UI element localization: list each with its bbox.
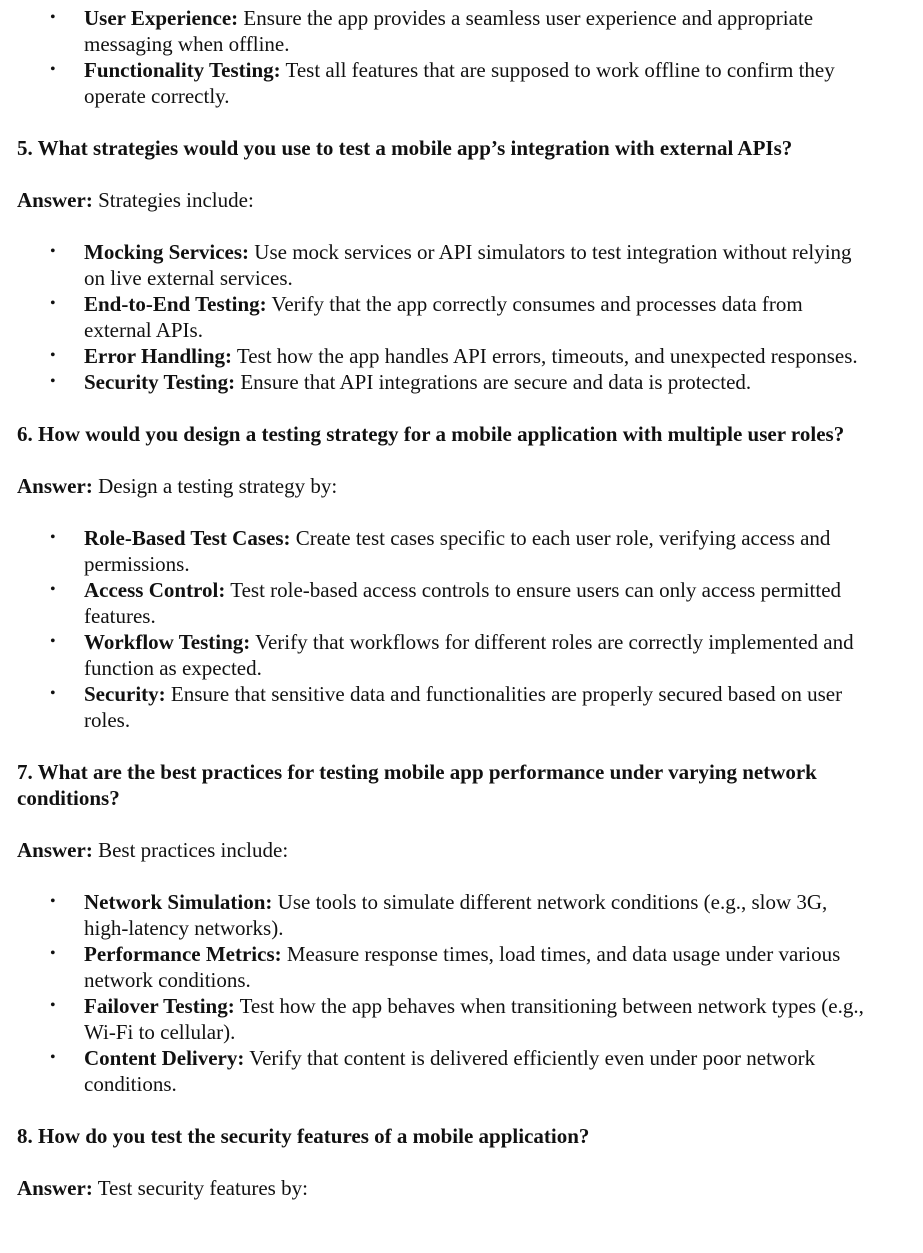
question-section-7	[0, 759, 923, 1123]
list-item	[0, 941, 923, 993]
bullet-list	[0, 889, 923, 1097]
answer-intro	[0, 187, 923, 213]
bullet-list	[0, 239, 923, 395]
bullet-text: Create test cases specific to each user role, verifying access and permissions.	[84, 526, 831, 576]
list-item	[0, 993, 923, 1045]
bullet-term: End-to-End Testing:	[84, 292, 267, 316]
list-item	[0, 577, 923, 629]
bullet-icon: •	[50, 243, 56, 260]
list-item	[0, 291, 923, 343]
bullet-text: Use mock services or API simulators to test integration without relying on live external services.	[84, 240, 852, 290]
document-page	[0, 5, 923, 1201]
bullet-term: Mocking Services:	[84, 240, 250, 264]
list-item	[0, 343, 923, 369]
list-item	[0, 681, 923, 733]
answer-label: Answer:	[17, 474, 93, 498]
bullet-icon: •	[50, 295, 56, 312]
bullet-icon: •	[50, 685, 56, 702]
bullet-term: Network Simulation:	[84, 890, 273, 914]
bullet-icon: •	[50, 581, 56, 598]
list-item	[0, 57, 923, 109]
answer-intro	[0, 1175, 923, 1201]
bullet-icon: •	[50, 347, 56, 364]
bullet-text: Verify that the app correctly consumes and processes data from external APIs.	[84, 292, 803, 342]
bullet-icon: •	[50, 893, 56, 910]
bullet-term: Failover Testing:	[84, 994, 235, 1018]
question-section-8	[0, 1123, 923, 1201]
question-section-6	[0, 421, 923, 759]
question-heading: 7. What are the best practices for testing mobile app performance under varying network conditions?	[17, 760, 817, 810]
bullet-text: Ensure the app provides a seamless user experience and appropriate messaging when offline.	[84, 6, 814, 56]
bullet-term: Error Handling:	[84, 344, 232, 368]
bullet-icon: •	[50, 945, 56, 962]
answer-intro	[0, 473, 923, 499]
list-item	[0, 5, 923, 57]
bullet-term: Security Testing:	[84, 370, 236, 394]
bullet-term: Access Control:	[84, 578, 226, 602]
bullet-term: Workflow Testing:	[84, 630, 251, 654]
bullet-term: Performance Metrics:	[84, 942, 282, 966]
bullet-term: User Experience:	[84, 6, 239, 30]
bullet-text: Ensure that sensitive data and functionalities are properly secured based on user roles.	[84, 682, 843, 732]
bullet-term: Content Delivery:	[84, 1046, 245, 1070]
bullet-text: Test how the app handles API errors, timeouts, and unexpected responses.	[232, 344, 858, 368]
bullet-text: Use tools to simulate different network conditions (e.g., slow 3G, high-latency networks).	[84, 890, 828, 940]
list-item	[0, 525, 923, 577]
answer-intro-text: Best practices include:	[92, 838, 289, 862]
list-item	[0, 239, 923, 291]
bullet-text: Test role-based access controls to ensure users can only access permitted features.	[84, 578, 842, 628]
bullet-text: Test all features that are supposed to work offline to confirm they operate correctly.	[84, 58, 835, 108]
bullet-icon: •	[50, 997, 56, 1014]
bullet-text: Test how the app behaves when transitioning between network types (e.g., Wi-Fi to cellular).	[84, 994, 864, 1044]
bullet-icon: •	[50, 633, 56, 650]
list-item	[0, 889, 923, 941]
bullet-icon: •	[50, 1049, 56, 1066]
question-section-5	[0, 135, 923, 421]
bullet-text: Verify that workflows for different roles are correctly implemented and function as expected.	[84, 630, 854, 680]
question-heading: 6. How would you design a testing strategy for a mobile application with multiple user roles?	[17, 422, 845, 446]
answer-label: Answer:	[17, 188, 93, 212]
bullet-icon: •	[50, 9, 56, 26]
bullet-term: Functionality Testing:	[84, 58, 281, 82]
bullet-icon: •	[50, 373, 56, 390]
answer-intro	[0, 837, 923, 863]
list-item	[0, 629, 923, 681]
bullet-term: Role-Based Test Cases:	[84, 526, 291, 550]
bullet-text: Verify that content is delivered efficiently even under poor network conditions.	[84, 1046, 816, 1096]
bullet-text: Measure response times, load times, and data usage under various network conditions.	[84, 942, 841, 992]
list-item	[0, 1045, 923, 1097]
answer-intro-text: Design a testing strategy by:	[92, 474, 338, 498]
answer-label: Answer:	[17, 1176, 93, 1200]
bullet-text: Ensure that API integrations are secure and data is protected.	[235, 370, 752, 394]
bullet-icon: •	[50, 529, 56, 546]
answer-intro-text: Test security features by:	[92, 1176, 308, 1200]
bullet-term: Security:	[84, 682, 166, 706]
question-heading: 8. How do you test the security features of a mobile application?	[17, 1124, 590, 1148]
answer-intro-text: Strategies include:	[92, 188, 254, 212]
question-heading: 5. What strategies would you use to test a mobile app’s integration with external APIs?	[17, 136, 793, 160]
bullet-icon: •	[50, 61, 56, 78]
bullet-list	[0, 525, 923, 733]
list-item	[0, 369, 923, 395]
answer-label: Answer:	[17, 838, 93, 862]
continued-bullet-list	[0, 5, 923, 109]
